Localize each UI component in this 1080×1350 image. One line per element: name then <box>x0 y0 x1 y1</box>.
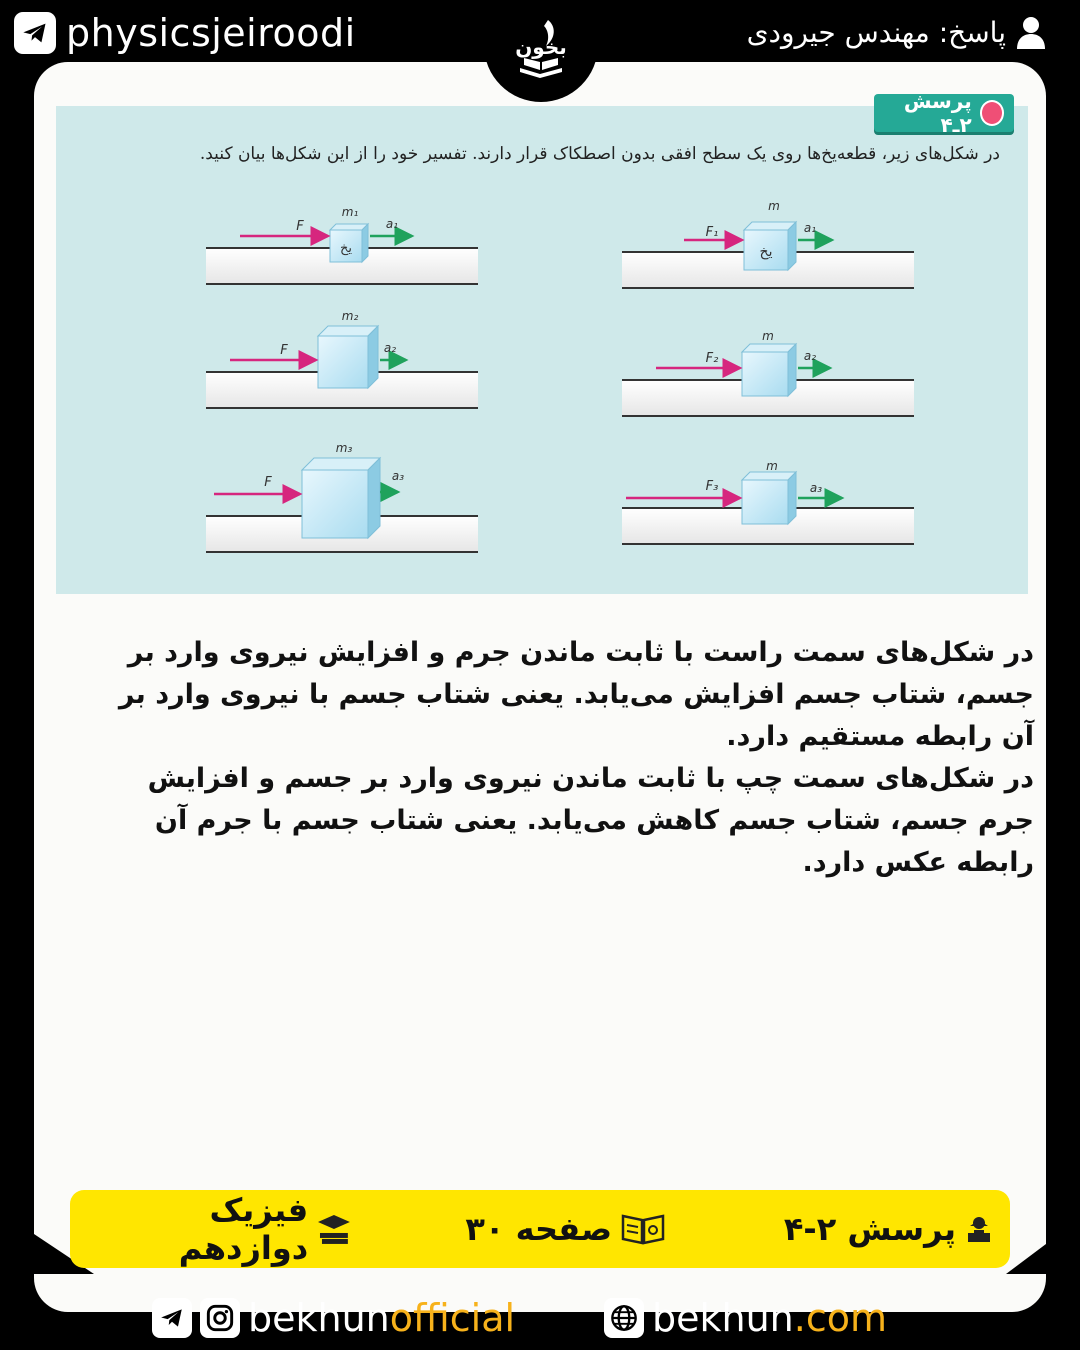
mass-label: m <box>766 459 778 473</box>
mass-label: m₃ <box>335 441 353 455</box>
force-label: F <box>280 343 288 358</box>
telegram-icon[interactable] <box>152 1298 192 1338</box>
mass-label: m₁ <box>341 205 359 219</box>
student-icon <box>964 1214 994 1244</box>
question-instruction: در شکل‌های زیر، قطعه‌یخ‌ها روی یک سطح افقی بدون اصطکاک قرار دارند. تفسیر خود را از این شکل‌ها بیان کنید. <box>199 144 1000 164</box>
mass-label: m <box>762 329 774 343</box>
force-label: F₃ <box>705 479 719 494</box>
social-handle[interactable] <box>152 1294 515 1342</box>
left-figure-3 <box>206 441 478 552</box>
open-book-icon <box>620 1212 666 1246</box>
footer-question-label: پرسش ۲-۴ <box>783 1210 956 1248</box>
bekhun-logo <box>500 10 582 92</box>
answer-author-label: پاسخ: مهندس جیرودی <box>746 16 1006 49</box>
channel-handle[interactable]: physicsjeiroodi <box>66 11 356 55</box>
force-label: F <box>264 475 272 490</box>
right-figure-1 <box>622 199 914 288</box>
accel-label: a₃ <box>809 481 823 495</box>
answer-author <box>747 10 1046 56</box>
telegram-icon[interactable] <box>14 12 56 54</box>
bottom-bar <box>0 1290 1080 1350</box>
website-text[interactable]: bekhun.com <box>652 1296 888 1340</box>
answer-paragraph-1: در شکل‌های سمت راست با ثابت ماندن جرم و افزایش نیروی وارد بر جسم، شتاب جسم افزایش می‌یابد. یعنی شتاب جسم با نیروی وارد بر آن رابطه مستقیم دارد. <box>118 637 1034 752</box>
force-label: F₂ <box>705 351 719 366</box>
social-handle-text[interactable]: bekhunofficial <box>248 1296 516 1340</box>
accel-label: a₃ <box>391 469 405 483</box>
globe-icon[interactable] <box>604 1298 644 1338</box>
ice-label: یخ <box>759 244 773 260</box>
left-figure-2 <box>206 309 478 408</box>
footer-subject-label: فیزیک دوازدهم <box>178 1191 309 1267</box>
footer-page <box>465 1190 666 1268</box>
user-icon <box>1016 16 1046 50</box>
force-label: F <box>296 219 304 234</box>
corner-decoration-right <box>1006 1244 1046 1274</box>
footer-page-label: صفحه ۳۰ <box>465 1210 612 1248</box>
force-label: F₁ <box>705 225 719 240</box>
logo-text: بخون <box>515 35 567 59</box>
ice-label: یخ <box>339 241 353 256</box>
answer-paragraph-2: در شکل‌های سمت چپ با ثابت ماندن نیروی وارد بر جسم و افزایش جرم جسم، شتاب جسم کاهش می‌یابد. یعنی شتاب جسم با جرم آن رابطه عکس دارد. <box>147 763 1034 878</box>
instagram-icon[interactable] <box>200 1298 240 1338</box>
mass-label: m₂ <box>341 309 359 323</box>
footer-subject <box>70 1190 352 1268</box>
right-figure-3 <box>622 459 914 544</box>
info-footer <box>70 1190 1010 1268</box>
accel-label: a₁ <box>385 217 399 231</box>
answer-text <box>100 632 1034 884</box>
question-tab-label: پرسش ۲ـ۴ <box>903 89 972 137</box>
footer-question <box>784 1190 994 1268</box>
website-link[interactable] <box>604 1294 887 1342</box>
accel-label: a₁ <box>803 221 817 235</box>
accel-label: a₂ <box>383 341 397 355</box>
ice-block-diagrams <box>56 106 1028 594</box>
textbook-figure <box>56 89 1028 594</box>
graduation-books-icon <box>316 1213 352 1245</box>
mass-label: m <box>768 199 780 213</box>
left-figure-1 <box>206 205 478 284</box>
accel-label: a₂ <box>803 349 817 363</box>
right-figure-2 <box>622 329 914 416</box>
